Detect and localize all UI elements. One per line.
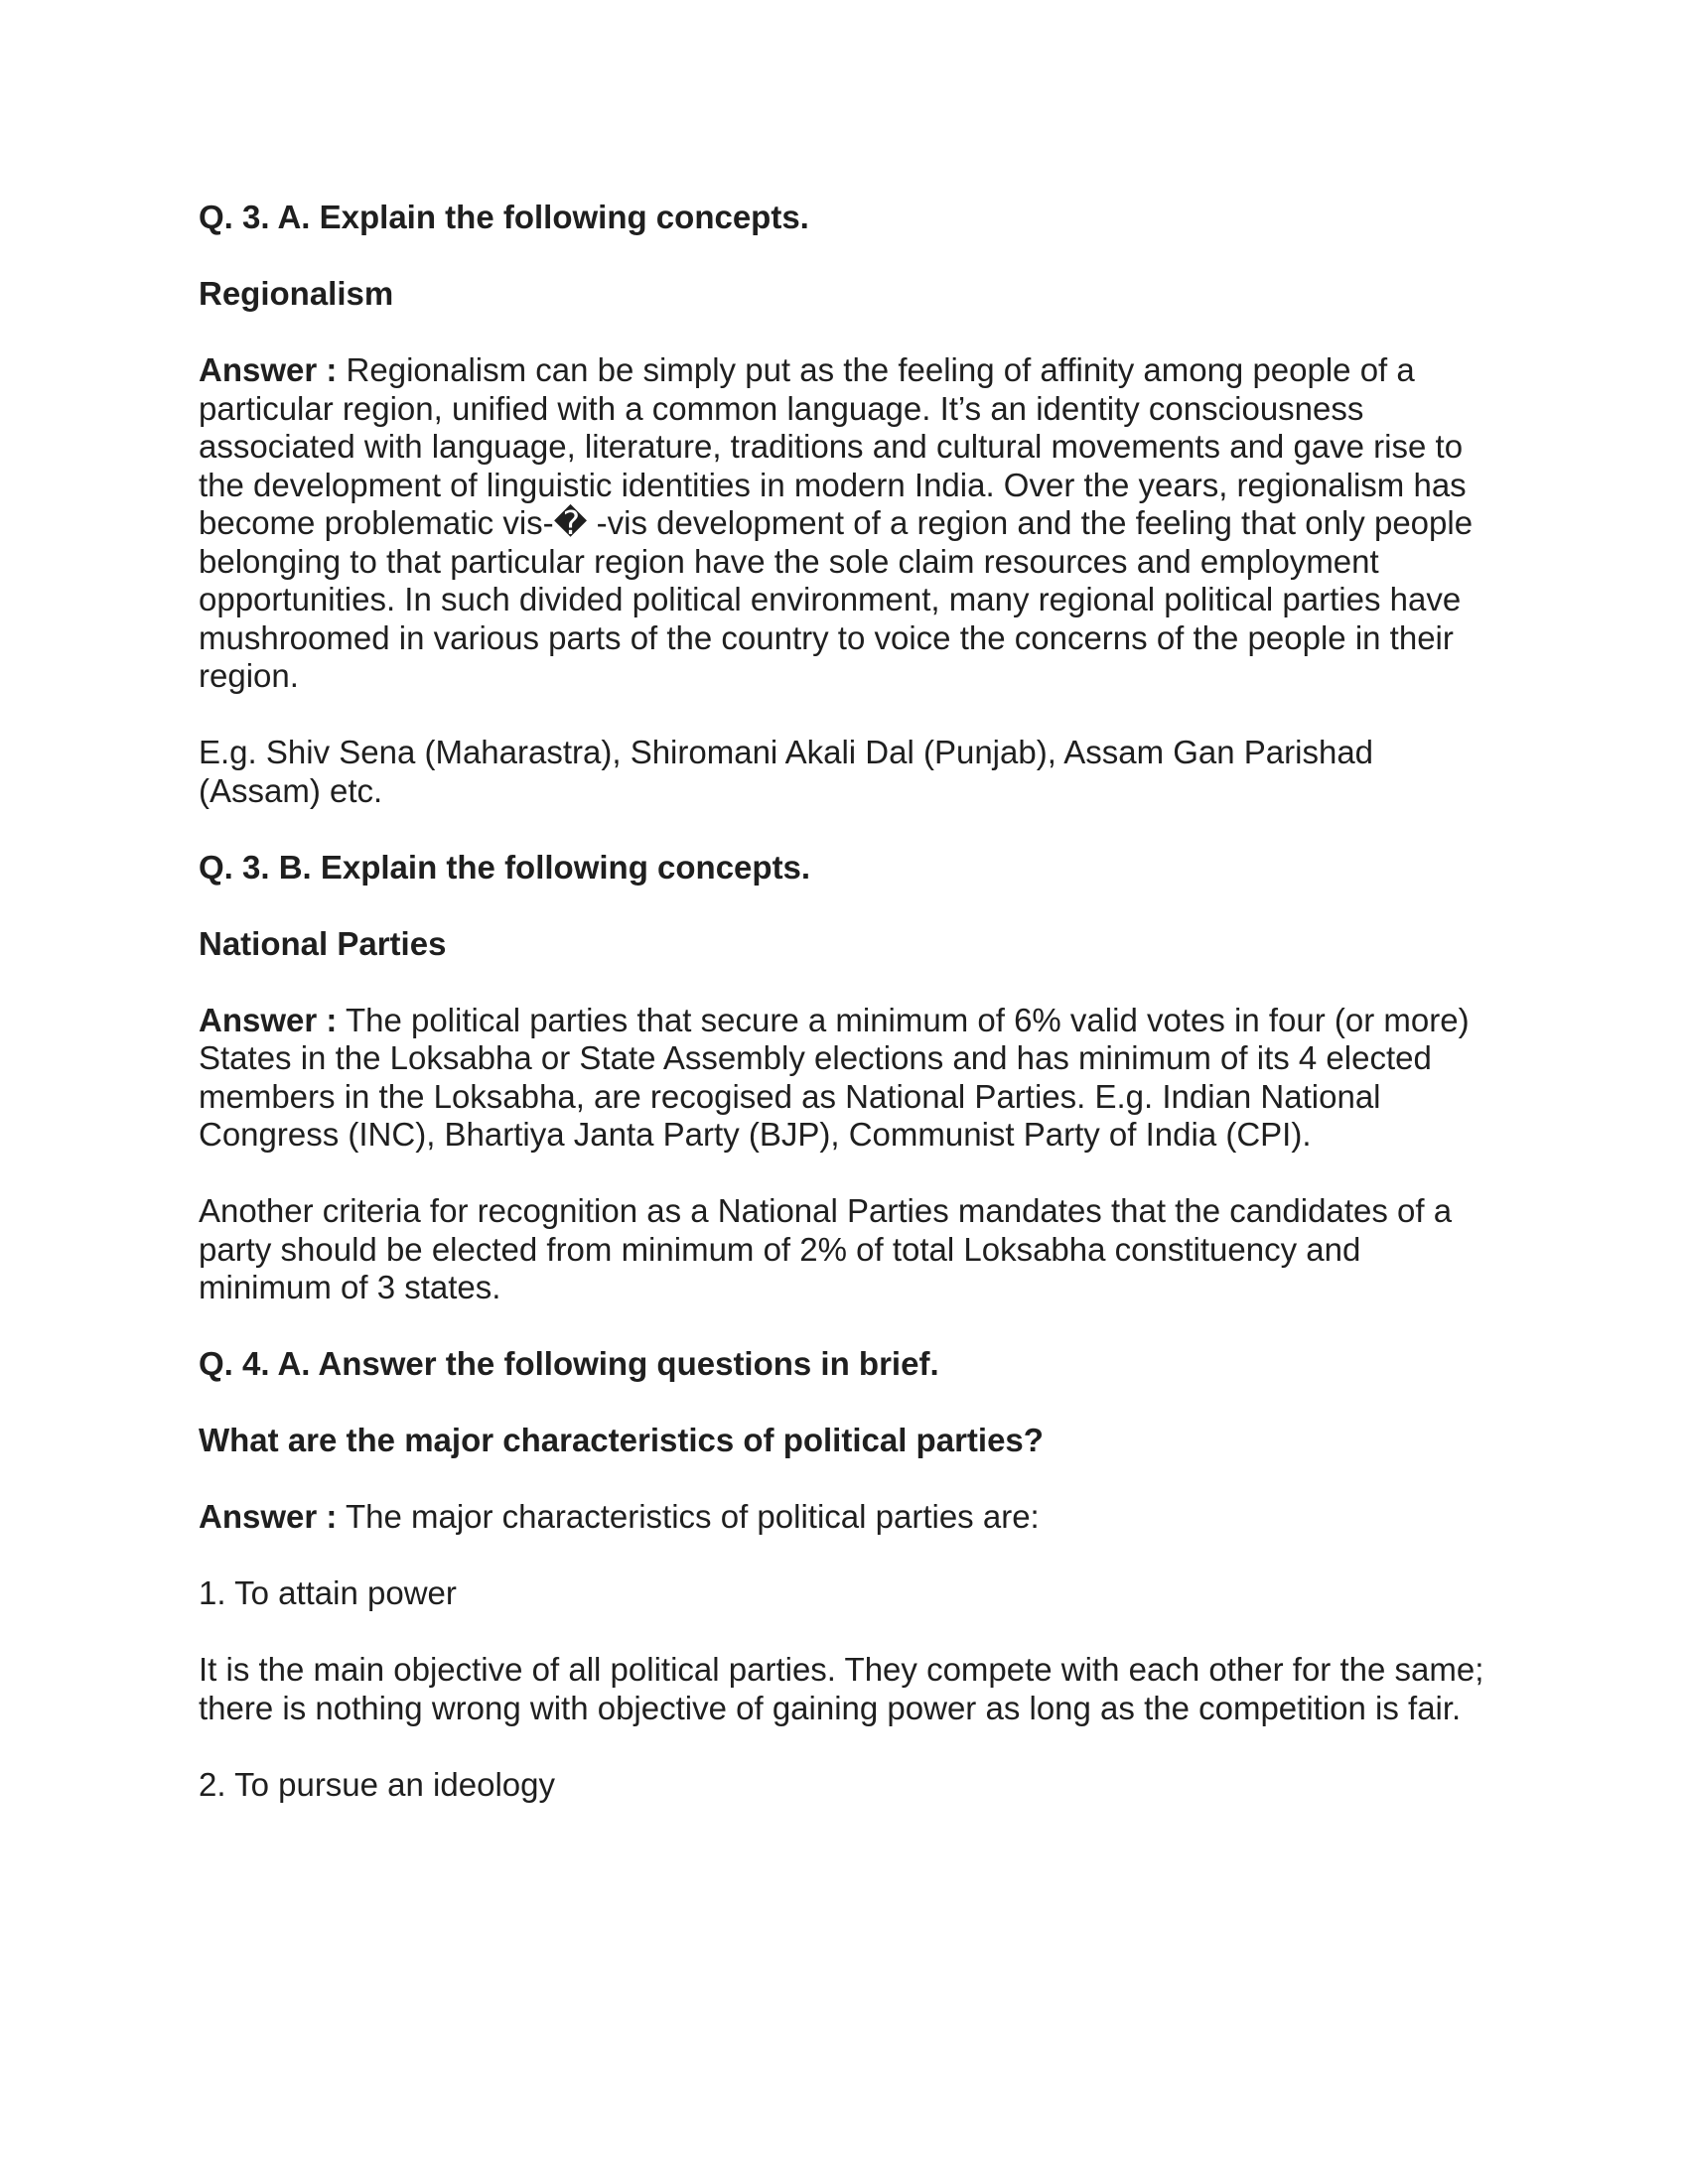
document-page — [199, 199, 1499, 1843]
q3b-subtitle: National Parties — [199, 924, 447, 962]
q3b-answer-label: Answer : — [199, 1001, 338, 1038]
q4a-title: Q. 4. A. Answer the following questions in brief. — [199, 1345, 939, 1382]
q3a-answer-text: Regionalism can be simply put as the feeling of affinity among people of a particular region, unified with a common language. It’s an identity consciousness associated with language, literature, traditions and cultural movements and gave rise to the development of linguistic identities in modern India. Over the years, regionalism has become problematic vis-� -vis development of a region and the feeling that only people belonging to that particular region have the sole claim resources and employment opportunities. In such divided political environment, many regional political parties have mushroomed in various parts of the country to voice the concerns of the people in their region. — [199, 351, 1474, 694]
q3a-answer-label: Answer : — [199, 351, 338, 388]
q4a-subtitle: What are the major characteristics of political parties? — [199, 1422, 1044, 1458]
q3b-answer — [199, 1002, 1499, 1155]
q3a-example: E.g. Shiv Sena (Maharastra), Shiromani Akali Dal (Punjab), Assam Gan Parishad (Assam) etc. — [199, 734, 1374, 809]
q4a-point1: 1. To attain power — [199, 1574, 457, 1611]
q4a-point2: 2. To pursue an ideology — [199, 1765, 555, 1803]
q3a-answer — [199, 351, 1499, 696]
q3a-title: Q. 3. A. Explain the following concepts. — [199, 199, 809, 235]
q4a-answer-label: Answer : — [199, 1498, 338, 1535]
q4a-point1-text: It is the main objective of all political parties. They compete with each other for the same; there is nothing wrong with objective of gaining power as long as the competition is fair. — [199, 1651, 1484, 1726]
q4a-answer-text: The major characteristics of political parties are: — [337, 1498, 1040, 1535]
q4a-answer — [199, 1498, 1499, 1537]
q3a-subtitle: Regionalism — [199, 275, 394, 312]
q3b-answer-text: The political parties that secure a minimum of 6% valid votes in four (or more) States in the Loksabha or State Assembly elections and has minimum of its 4 elected members in the Loksabha, are recogised as National Parties. E.g. Indian National Congress (INC), Bhartiya Janta Party (BJP), Communist Party of India (CPI). — [199, 1001, 1470, 1153]
q3b-title: Q. 3. B. Explain the following concepts. — [199, 848, 811, 886]
q3b-paragraph2: Another criteria for recognition as a National Parties mandates that the candidates of a party should be elected from minimum of 2% of total Loksabha constituency and minimum of 3 states. — [199, 1192, 1453, 1305]
